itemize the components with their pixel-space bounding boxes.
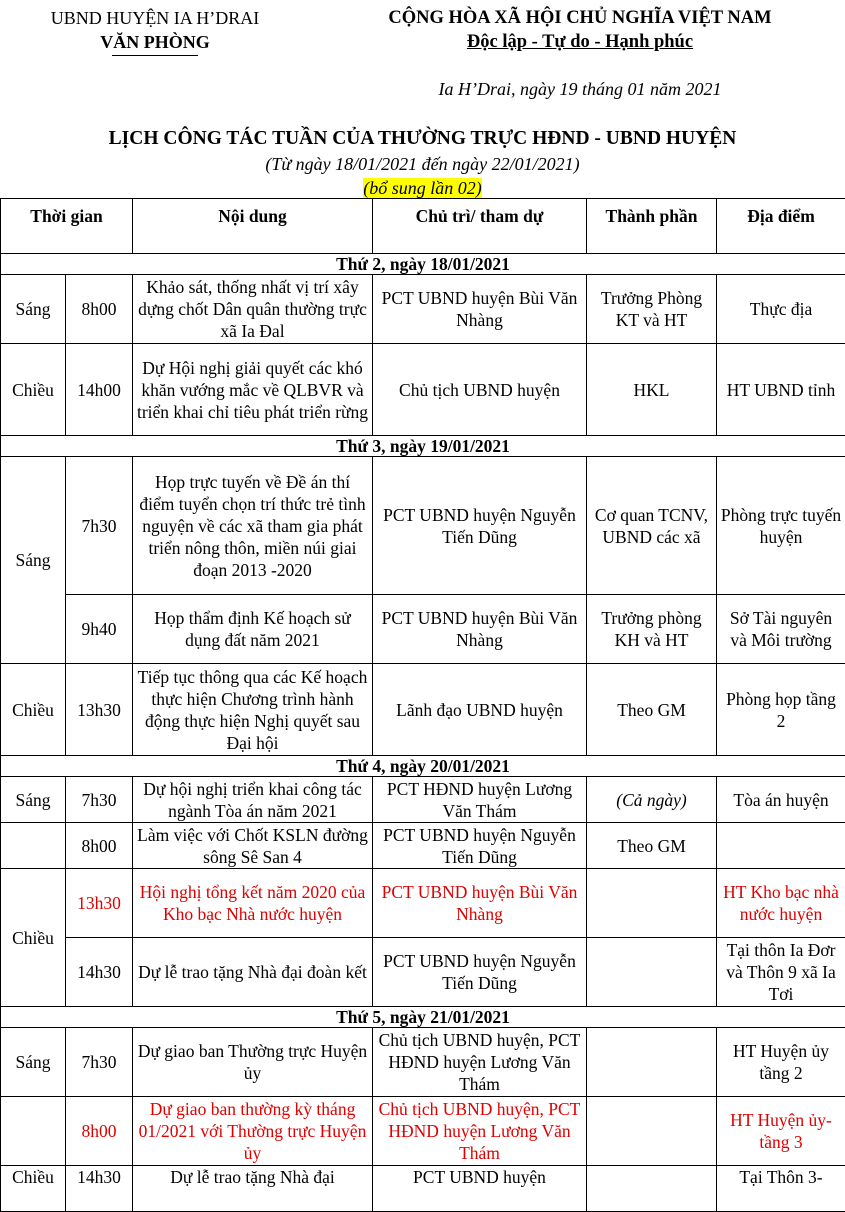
content: Dự giao ban thường kỳ tháng 01/2021 với Thường trực Huyện ủy [133,1097,373,1166]
col-place: Địa điểm [717,199,845,254]
members [587,1097,717,1166]
day-label: Thứ 2, ngày 18/01/2021 [1,254,845,275]
day-row [1,436,845,457]
nation-header [330,6,830,54]
table-row [1,457,845,595]
col-members: Thành phần [587,199,717,254]
content: Tiếp tục thông qua các Kế hoạch thực hiện Chương trình hành động thực hiện Nghị quyết sau Đại hội [133,664,373,756]
members: HKL [587,344,717,436]
host: PCT UBND huyện Nguyễn Tiến Dũng [373,457,587,595]
org-line2: VĂN PHÒNG [40,30,270,54]
time: 8h00 [66,275,133,344]
host: PCT UBND huyện Nguyễn Tiến Dũng [373,823,587,869]
table-row [1,275,845,344]
time: 8h00 [66,1097,133,1166]
host: PCT UBND huyện Nguyễn Tiến Dũng [373,938,587,1007]
members [587,1028,717,1097]
time: 7h30 [66,1028,133,1097]
time: 14h30 [66,938,133,1007]
content: Dự giao ban Thường trực Huyện ủy [133,1028,373,1097]
session: Sáng [1,275,66,344]
session: Sáng [1,457,66,664]
table-row [1,1166,845,1212]
supplement-note [0,178,845,199]
divider [112,55,198,56]
col-content: Nội dung [133,199,373,254]
place: Thực địa [717,275,845,344]
schedule-table [0,198,845,1212]
host: PCT UBND huyện Bùi Văn Nhàng [373,595,587,664]
host: PCT HĐND huyện Lương Văn Thám [373,777,587,823]
members: Theo GM [587,664,717,756]
session: Chiều [1,1166,66,1212]
content: Họp thẩm định Kế hoạch sử dụng đất năm 2021 [133,595,373,664]
session [1,1097,66,1166]
session [1,823,66,869]
place: HT UBND tỉnh [717,344,845,436]
time: 13h30 [66,869,133,938]
host: Chủ tịch UBND huyện, PCT HĐND huyện Lương Văn Thám [373,1097,587,1166]
session: Sáng [1,1028,66,1097]
place: Tòa án huyện [717,777,845,823]
table-row [1,1097,845,1166]
table-row [1,664,845,756]
content: Dự lễ trao tặng Nhà đại [133,1166,373,1212]
date-range: (Từ ngày 18/01/2021 đến ngày 22/01/2021) [0,154,845,175]
table-row [1,938,845,1007]
content: Làm việc với Chốt KSLN đường sông Sê San 4 [133,823,373,869]
supplement-highlight: (bổ sung lần 02) [363,178,482,198]
day-label: Thứ 3, ngày 19/01/2021 [1,436,845,457]
org-line1: UBND HUYỆN IA H’DRAI [40,6,270,30]
time: 13h30 [66,664,133,756]
members: (Cả ngày) [587,777,717,823]
table-row [1,869,845,938]
header-row [1,199,845,254]
host: PCT UBND huyện Bùi Văn Nhàng [373,275,587,344]
place: HT Kho bạc nhà nước huyện [717,869,845,938]
session: Sáng [1,777,66,823]
members: Theo GM [587,823,717,869]
col-time: Thời gian [1,199,133,254]
content: Dự lễ trao tặng Nhà đại đoàn kết [133,938,373,1007]
day-row [1,254,845,275]
content: Khảo sát, thống nhất vị trí xây dựng chốt Dân quân thường trực xã Ia Đal [133,275,373,344]
host: Lãnh đạo UBND huyện [373,664,587,756]
place: Sở Tài nguyên và Môi trường [717,595,845,664]
place: Tại thôn Ia Đơr và Thôn 9 xã Ia Tơi [717,938,845,1007]
place: Phòng trực tuyến huyện [717,457,845,595]
place [717,823,845,869]
org-header [40,6,270,56]
time: 7h30 [66,457,133,595]
motto: Độc lập - Tự do - Hạnh phúc [330,30,830,54]
session: Chiều [1,344,66,436]
content: Họp trực tuyến về Đề án thí điểm tuyển chọn trí thức trẻ tình nguyện về các xã tham gia phát triển nông thôn, miền núi giai đoạn 2013 -2020 [133,457,373,595]
place: Tại Thôn 3- [717,1166,845,1212]
content: Dự hội nghị triển khai công tác ngành Tòa án năm 2021 [133,777,373,823]
time: 14h00 [66,344,133,436]
date-line: Ia H’Drai, ngày 19 tháng 01 năm 2021 [400,79,760,100]
session: Chiều [1,869,66,1007]
session: Chiều [1,664,66,756]
place: HT Huyện ủy- tầng 3 [717,1097,845,1166]
table-row [1,1028,845,1097]
members: Trưởng phòng KH và HT [587,595,717,664]
members [587,1166,717,1212]
page-title: LỊCH CÔNG TÁC TUẦN CỦA THƯỜNG TRỰC HĐND - UBND HUYỆN [0,128,845,150]
day-row [1,756,845,777]
table-row [1,777,845,823]
table-row [1,823,845,869]
place: HT Huyện ủy tầng 2 [717,1028,845,1097]
members [587,869,717,938]
day-label: Thứ 4, ngày 20/01/2021 [1,756,845,777]
content: Hội nghị tổng kết năm 2020 của Kho bạc Nhà nước huyện [133,869,373,938]
nation-title: CỘNG HÒA XÃ HỘI CHỦ NGHĨA VIỆT NAM [330,6,830,30]
table-row [1,344,845,436]
day-row [1,1007,845,1028]
members: Trưởng Phòng KT và HT [587,275,717,344]
day-label: Thứ 5, ngày 21/01/2021 [1,1007,845,1028]
host: Chủ tịch UBND huyện [373,344,587,436]
host: Chủ tịch UBND huyện, PCT HĐND huyện Lương Văn Thám [373,1028,587,1097]
members [587,938,717,1007]
time: 9h40 [66,595,133,664]
time: 8h00 [66,823,133,869]
host: PCT UBND huyện Bùi Văn Nhàng [373,869,587,938]
time: 7h30 [66,777,133,823]
members: Cơ quan TCNV, UBND các xã [587,457,717,595]
content: Dự Hội nghị giải quyết các khó khăn vướng mắc về QLBVR và triển khai chỉ tiêu phát triển rừng [133,344,373,436]
col-host: Chủ trì/ tham dự [373,199,587,254]
place: Phòng họp tầng 2 [717,664,845,756]
table-row [1,595,845,664]
host: PCT UBND huyện [373,1166,587,1212]
time: 14h30 [66,1166,133,1212]
